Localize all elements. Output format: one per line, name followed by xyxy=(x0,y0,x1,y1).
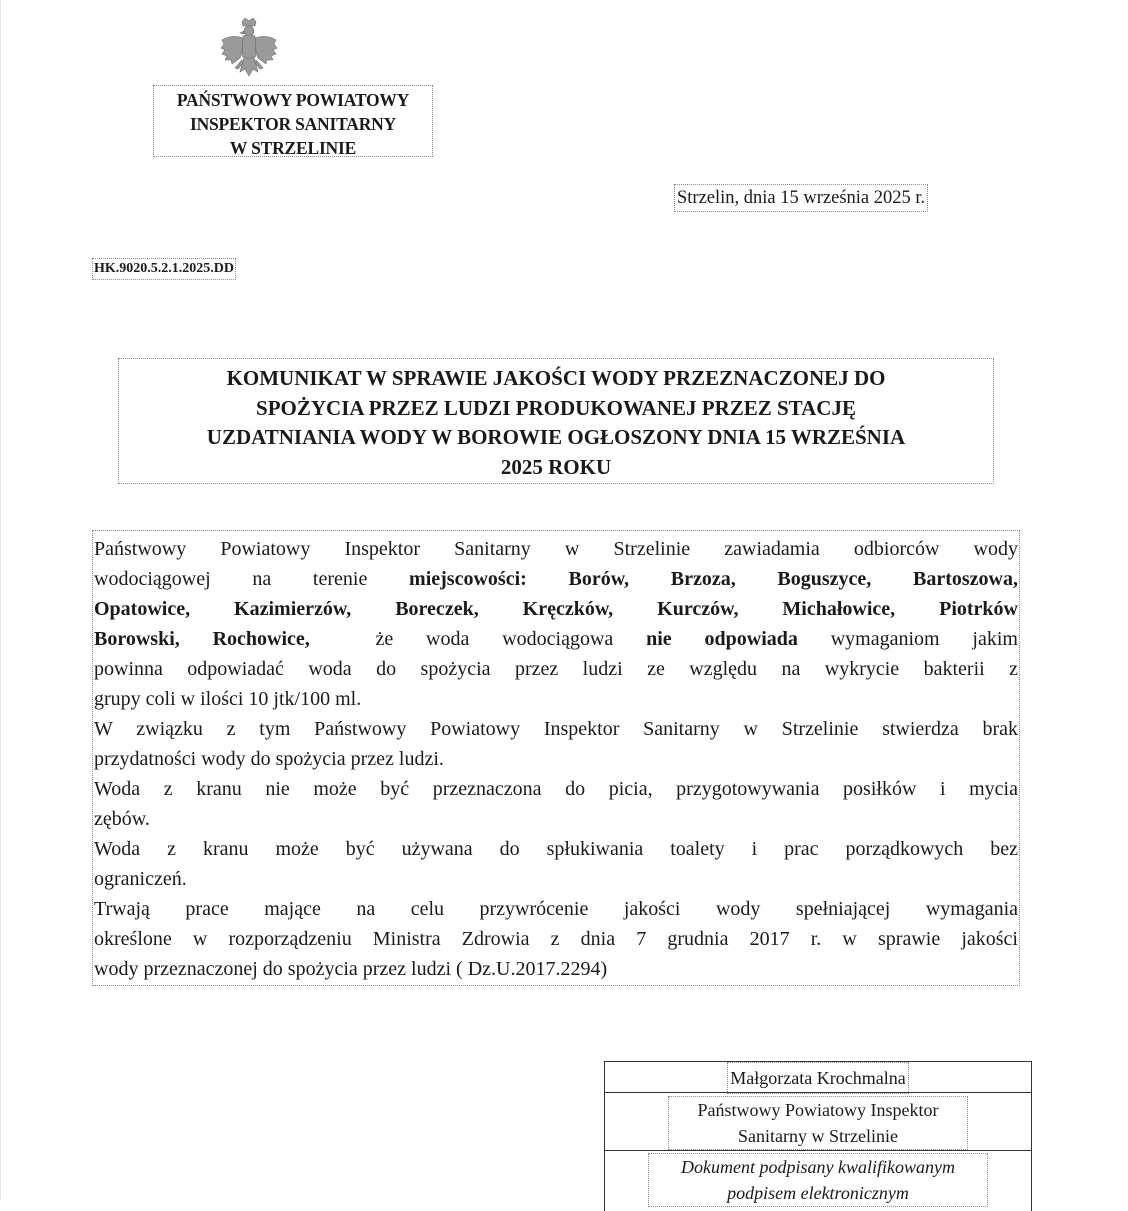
title-line-3: UZDATNIANIA WODY W BOROWIE OGŁOSZONY DNIA 15 WRZEŚNIA xyxy=(206,425,906,449)
body-line-1: Państwowy Powiatowy Inspektor Sanitarny w Strzelinie zawiadamia odbiorców wody xyxy=(94,538,1018,560)
body-line-15: wody przeznaczonej do spożycia przez ludzi ( Dz.U.2017.2294) xyxy=(94,958,608,980)
authority-line-2: INSPEKTOR SANITARNY xyxy=(189,114,397,134)
authority-line-1: PAŃSTWOWY POWIATOWY xyxy=(176,90,410,110)
body-line-2-text: wodociągowej na terenie xyxy=(94,568,410,590)
body-line-14: określone w rozporządzeniu Ministra Zdrowia z dnia 7 grudnia 2017 r. w sprawie jakości xyxy=(94,928,1018,950)
title-line-1: KOMUNIKAT W SPRAWIE JAKOŚCI WODY PRZEZNACZONEJ DO xyxy=(226,366,886,390)
signatory-position-line-2: Sanitarny w Strzelinie xyxy=(738,1126,898,1146)
signatory-position-line-1: Państwowy Powiatowy Inspektor xyxy=(697,1100,939,1120)
body-line-9: Woda z kranu nie może być przeznaczona do picia, przygotowywania posiłków i mycia xyxy=(94,778,1018,800)
body-line-4-text: że woda wodociągowa xyxy=(309,628,647,650)
body-line-11: Woda z kranu może być używana do spłukiwania toalety i prac porządkowych bez xyxy=(94,838,1018,860)
nonconformity-emphasis: nie odpowiada xyxy=(646,628,798,650)
localities-list-start: miejscowości: Borów, Brzoza, Boguszyce, Bartoszowa, xyxy=(409,568,1018,590)
signatory-name-row xyxy=(605,1062,1031,1093)
authority-name xyxy=(153,85,433,157)
polish-eagle-emblem-icon xyxy=(218,16,280,84)
signature-block xyxy=(604,1061,1032,1211)
reference-number: HK.9020.5.2.1.2025.DD xyxy=(92,258,236,280)
signed-note-line-2: podpisem elektronicznym xyxy=(727,1183,909,1203)
signatory-position xyxy=(668,1096,968,1150)
signatory-position-row xyxy=(605,1093,1031,1151)
body-line-6: grupy coli w ilości 10 jtk/100 ml. xyxy=(94,688,362,710)
body-line-4 xyxy=(94,624,1018,654)
title-line-4: 2025 ROKU xyxy=(500,454,612,479)
electronic-signature-row xyxy=(605,1151,1031,1211)
body-line-12: ograniczeń. xyxy=(94,868,187,890)
document-title xyxy=(118,358,994,484)
electronic-signature-note xyxy=(648,1153,988,1207)
body-line-7: W związku z tym Państwowy Powiatowy Inspektor Sanitarny w Strzelinie stwierdza brak xyxy=(94,718,1018,740)
signed-note-line-1: Dokument podpisany kwalifikowanym xyxy=(681,1157,955,1177)
document-date: Strzelin, dnia 15 września 2025 r. xyxy=(674,184,928,212)
body-line-8: przydatności wody do spożycia przez ludzi. xyxy=(94,748,444,770)
body-line-2 xyxy=(94,564,1018,594)
body-line-10: zębów. xyxy=(94,808,150,830)
title-line-2: SPOŻYCIA PRZEZ LUDZI PRODUKOWANEJ PRZEZ STACJĘ xyxy=(256,395,856,420)
body-line-3: Opatowice, Kazimierzów, Boreczek, Kręczków, Kurczów, Michałowice, Piotrków xyxy=(94,598,1018,620)
authority-line-3: W STRZELINIE xyxy=(229,138,357,158)
body-line-5: powinna odpowiadać woda do spożycia przez ludzi ze względu na wykrycie bakterii z xyxy=(94,658,1018,680)
signatory-name: Małgorzata Krochmalna xyxy=(727,1062,908,1094)
localities-list-end: Borowski, Rochowice, xyxy=(94,628,310,650)
body-line-13: Trwają prace mające na celu przywrócenie jakości wody spełniającej wymagania xyxy=(94,898,1018,920)
body-line-4-tail: wymaganiom jakim xyxy=(797,628,1018,650)
announcement-body xyxy=(92,530,1020,986)
